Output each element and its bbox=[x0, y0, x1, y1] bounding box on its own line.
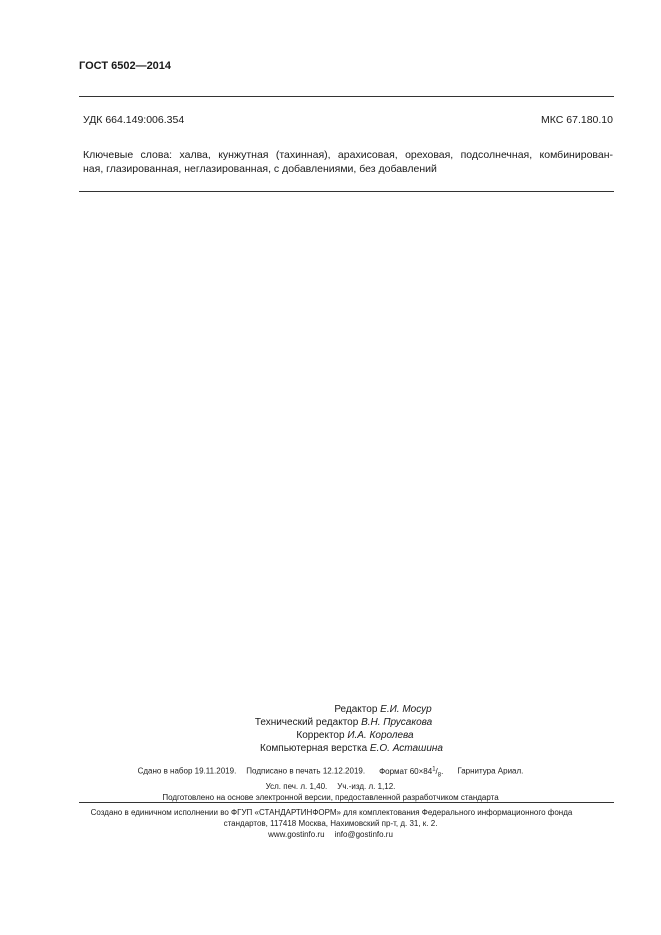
submitted-date: Сдано в набор 19.11.2019. bbox=[137, 766, 237, 776]
credit-person: Е.И. Мосур bbox=[380, 704, 432, 715]
standard-title: ГОСТ 6502—2014 bbox=[79, 60, 172, 72]
credit-role: Корректор bbox=[296, 730, 345, 741]
paper-format: Формат $60\times 84^1/_8$. bbox=[379, 766, 444, 779]
credit-role: Технический редактор bbox=[254, 717, 359, 728]
signed-date: Подписано в печать 12.12.2019. bbox=[246, 766, 366, 776]
keywords-block bbox=[83, 148, 613, 176]
credit-person: Е.О. Асташина bbox=[369, 743, 443, 754]
format-denominator: 8 bbox=[437, 772, 442, 779]
credit-tech-editor bbox=[0, 716, 661, 729]
mks-code: МКС 67.180.10 bbox=[541, 114, 613, 126]
print-info-block bbox=[0, 764, 661, 803]
keywords-line-1: Ключевые слова: халва, кунжутная (тахинная), арахисовая, ореховая, подсолнечная, комбинирован- bbox=[83, 149, 613, 161]
edition-sheets: Уч.-изд. л. 1,12. bbox=[337, 782, 396, 792]
footer-divider bbox=[79, 802, 614, 803]
email-link[interactable]: info@gostinfo.ru bbox=[334, 830, 393, 839]
print-sheets: Усл. печ. л. 1,40. bbox=[265, 782, 328, 792]
footer-block bbox=[0, 807, 661, 840]
credit-role: Редактор bbox=[334, 704, 378, 715]
keywords-divider bbox=[79, 191, 614, 192]
format-prefix: Формат 60×84 bbox=[379, 766, 433, 776]
credit-editor bbox=[0, 703, 661, 716]
format-numerator: 1 bbox=[432, 766, 436, 772]
credit-corrector bbox=[0, 729, 661, 742]
print-info-line-2 bbox=[0, 781, 661, 792]
udk-code: УДК 664.149:006.354 bbox=[83, 114, 185, 126]
credit-layout bbox=[0, 742, 661, 755]
keywords-line-2: ная, глазированная, неглазированная, с добавлениями, без добавлений bbox=[83, 163, 437, 175]
credit-role: Компьютерная верстка bbox=[260, 743, 368, 754]
credits-block bbox=[0, 703, 661, 755]
print-info-line-1 bbox=[0, 764, 661, 781]
footer-line-1: Создано в единичном исполнении во ФГУП «СТАНДАРТИНФОРМ» для комплектования Федерального информационного фонда bbox=[90, 808, 573, 817]
footer-line-2: стандартов, 117418 Москва, Нахимовский пр-т, д. 31, к. 2. bbox=[223, 819, 438, 828]
footer-contacts bbox=[0, 829, 661, 840]
credit-person: В.Н. Прусакова bbox=[361, 717, 433, 728]
format-suffix: . bbox=[441, 766, 444, 776]
top-divider bbox=[79, 96, 614, 97]
credit-person: И.А. Королева bbox=[347, 730, 414, 741]
typeface: Гарнитура Ариал. bbox=[457, 766, 524, 776]
website-link[interactable]: www.gostinfo.ru bbox=[268, 830, 325, 839]
prepared-note: Подготовлено на основе электронной версии, предоставленной разработчиком стандарта bbox=[162, 793, 499, 803]
